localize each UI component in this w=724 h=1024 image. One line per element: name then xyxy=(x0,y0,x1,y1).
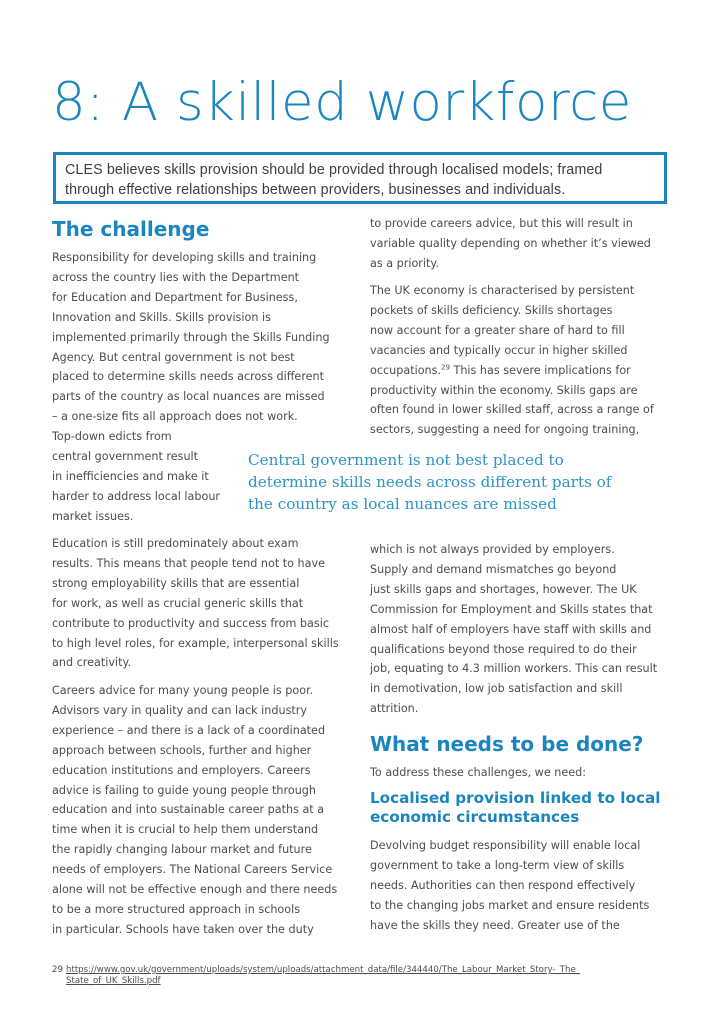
right-paragraph-3 xyxy=(370,540,657,719)
text-line: have the skills they need. Greater use of the xyxy=(370,918,620,932)
text-line: Agency. But central government is not best xyxy=(52,350,295,364)
text-line: Top-down edicts from xyxy=(52,430,172,444)
pull-quote-line: Central government is not best placed to xyxy=(248,451,564,469)
text-line: vacancies and typically occur in higher skilled xyxy=(370,343,628,357)
text-line: qualifications beyond those required to do their xyxy=(370,642,637,656)
right-paragraph-1 xyxy=(370,214,651,274)
text-line: almost half of employers have staff with skills and xyxy=(370,622,652,636)
text-line: government to take a long-term view of skills xyxy=(370,858,625,872)
intro-line: CLES believes skills provision should be provided through localised models; framed xyxy=(65,162,603,178)
text-line: pockets of skills deficiency. Skills shortages xyxy=(370,303,613,317)
pull-quote xyxy=(248,449,611,515)
heading-line: economic circumstances xyxy=(370,808,580,826)
text-line: time when it is crucial to help them understand xyxy=(52,823,319,837)
text-line: job, equating to 4.3 million workers. This can result xyxy=(370,662,658,676)
text-line: the rapidly changing labour market and future xyxy=(52,843,312,857)
text-line: strong employability skills that are essential xyxy=(52,576,300,590)
footnote xyxy=(52,965,580,987)
text-line: to be a more structured approach in schools xyxy=(52,902,301,916)
text-line: to the changing jobs market and ensure residents xyxy=(370,898,650,912)
text-line: Devolving budget responsibility will enable local xyxy=(370,839,641,852)
intro-line: through effective relationships between providers, businesses and individuals. xyxy=(65,182,566,198)
pull-quote-line: the country as local nuances are missed xyxy=(248,495,557,513)
heading-the-challenge: The challenge xyxy=(52,217,210,241)
text-line: often found in lower skilled staff, across a range of xyxy=(370,403,654,417)
left-paragraph-2 xyxy=(52,534,339,673)
text-line: Supply and demand mismatches go beyond xyxy=(370,562,617,576)
text-line: Advisors vary in quality and can lack industry xyxy=(52,703,308,717)
text-line: approach between schools, further and higher xyxy=(52,743,312,757)
text-line: – a one-size fits all approach does not work. xyxy=(52,410,298,424)
text-line: The UK economy is characterised by persistent xyxy=(370,284,635,297)
heading-what-needs-to-be-done: What needs to be done? xyxy=(370,732,644,756)
text-line: Careers advice for many young people is poor. xyxy=(52,684,314,697)
text-line: To address these challenges, we need: xyxy=(370,766,586,779)
footnote-link-continuation[interactable]: State_of_UK_Skills.pdf xyxy=(66,976,161,986)
text-line: to high level roles, for example, interpersonal skills xyxy=(52,636,339,650)
text-line: experience – and there is a lack of a coordinated xyxy=(52,723,326,737)
text-fragment: This has severe implications for xyxy=(449,363,631,377)
text-line: productivity within the economy. Skills gaps are xyxy=(370,383,638,397)
text-line: in inefficiencies and make it xyxy=(52,469,209,483)
text-line: in demotivation, low job satisfaction and skill xyxy=(370,682,623,696)
text-line: sectors, suggesting a need for ongoing training, xyxy=(370,423,640,437)
heading-localised-provision xyxy=(370,789,660,827)
text-line: parts of the country as local nuances are missed xyxy=(52,390,325,404)
text-line: education and into sustainable career paths at a xyxy=(52,803,325,817)
text-line: education institutions and employers. Careers xyxy=(52,763,311,777)
text-line: now account for a greater share of hard to fill xyxy=(370,323,625,337)
text-line: central government result xyxy=(52,450,199,464)
right-paragraph-2 xyxy=(370,281,654,440)
left-paragraph-3 xyxy=(52,681,337,940)
text-line: Innovation and Skills. Skills provision is xyxy=(52,310,271,324)
intro-text xyxy=(65,160,664,200)
text-line: for Education and Department for Business, xyxy=(52,290,298,304)
text-line xyxy=(370,361,654,381)
text-line: and creativity. xyxy=(52,656,132,670)
text-line: market issues. xyxy=(52,509,134,523)
text-line: as a priority. xyxy=(370,256,439,270)
footnote-number: 29 xyxy=(52,965,63,975)
text-line: needs. Authorities can then respond effectively xyxy=(370,878,636,892)
text-line: Education is still predominately about exam xyxy=(52,537,299,550)
heading-line: Localised provision linked to local xyxy=(370,789,661,807)
text-line: advice is failing to guide young people through xyxy=(52,783,317,797)
text-line: which is not always provided by employers. xyxy=(370,543,615,556)
what-intro-text xyxy=(370,763,586,783)
page-title: 8: A skilled workforce xyxy=(52,72,632,133)
text-line: results. This means that people tend not to have xyxy=(52,556,326,570)
text-line: for work, as well as crucial generic skills that xyxy=(52,596,304,610)
text-line: across the country lies with the Department xyxy=(52,270,300,284)
text-line: Commission for Employment and Skills states that xyxy=(370,602,653,616)
text-line: placed to determine skills needs across different xyxy=(52,370,325,384)
footnote-link[interactable]: https://www.gov.uk/government/uploads/system/uploads/attachment_data/file/344440/The_Labour_Market_Story-_The_ xyxy=(66,965,581,975)
text-line: Responsibility for developing skills and training xyxy=(52,251,317,264)
text-line: alone will not be effective enough and there needs xyxy=(52,883,338,897)
text-line: just skills gaps and shortages, however. The UK xyxy=(370,582,637,596)
text-fragment: occupations. xyxy=(370,363,442,377)
footnote-reference[interactable]: 29 xyxy=(441,362,450,371)
right-paragraph-4 xyxy=(370,836,649,936)
intro-callout-box xyxy=(53,152,667,204)
text-line: needs of employers. The National Careers Service xyxy=(52,863,333,877)
text-line: in particular. Schools have taken over the duty xyxy=(52,922,314,936)
text-line: attrition. xyxy=(370,702,419,716)
text-line: variable quality depending on whether it’s viewed xyxy=(370,236,651,250)
text-line: to provide careers advice, but this will result in xyxy=(370,217,633,230)
text-line: implemented primarily through the Skills Funding xyxy=(52,330,330,344)
text-line: contribute to productivity and success from basic xyxy=(52,616,329,630)
text-line: harder to address local labour xyxy=(52,489,221,503)
pull-quote-line: determine skills needs across different parts of xyxy=(248,473,612,491)
